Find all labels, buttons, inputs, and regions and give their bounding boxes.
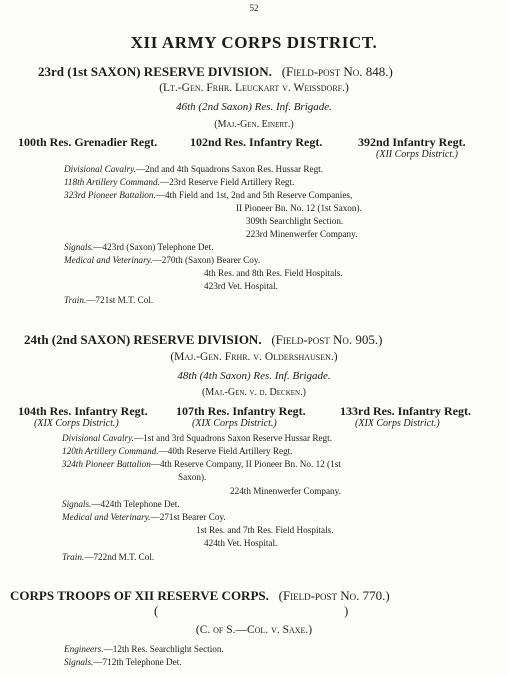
unit-line: Engineers.—12th Res. Searchlight Section. (64, 644, 224, 654)
regiment-note: (XII Corps District.) (376, 149, 458, 160)
corps-troops-title: CORPS TROOPS OF XII RESERVE CORPS. (10, 588, 269, 603)
unit-line: Divisional Cavalry.—2nd and 4th Squadrons Saxon Res. Hussar Regt. (64, 164, 324, 174)
unit-line: 309th Searchlight Section. (246, 216, 344, 226)
regiment: 104th Res. Infantry Regt. (18, 404, 148, 418)
unit-line: Signals.—423rd (Saxon) Telephone Det. (64, 242, 214, 252)
unit-line: Medical and Veterinary.—270th (Saxon) Bearer Coy. (64, 255, 261, 265)
unit-line: 324th Pioneer Battalion—4th Reserve Company, II Pioneer Bn. No. 12 (1st (62, 459, 341, 469)
field-post: (Field-post No. 770.) (278, 588, 390, 603)
field-post: (Field-post No. 905.) (271, 332, 383, 347)
regiment-note: (XIX Corps District.) (192, 418, 277, 429)
brigade-name: 46th (2nd Saxon) Res. Inf. Brigade. (176, 101, 332, 113)
unit-line: 423rd Vet. Hospital. (204, 281, 278, 291)
regiment: 107th Res. Infantry Regt. (176, 404, 306, 418)
unit-line: 118th Artillery Command.—23rd Reserve Field Artillery Regt. (64, 177, 295, 187)
unit-line: Medical and Veterinary.—271st Bearer Coy. (62, 512, 226, 522)
open-paren: ( (154, 603, 159, 618)
division-title: 24th (2nd SAXON) RESERVE DIVISION. (24, 332, 262, 347)
unit-line: 424th Vet. Hospital. (204, 538, 278, 548)
unit-line: Signals.—424th Telephone Det. (62, 499, 180, 509)
unit-line: Saxon). (178, 472, 207, 482)
corps-commander: (C. of S.—Col. v. Saxe.) (195, 624, 313, 636)
regiment: 392nd Infantry Regt. (358, 135, 466, 149)
regiment-note: (XIX Corps District.) (34, 418, 119, 429)
brigade-commander: (Maj.-Gen. Einert.) (214, 119, 294, 130)
division-heading (24, 332, 382, 348)
close-paren: ) (344, 603, 349, 618)
division-commander: (Maj.-Gen. Frhr. v. Oldershausen.) (170, 351, 338, 363)
regiment: 100th Res. Grenadier Regt. (18, 135, 158, 149)
unit-line: 223rd Minenwerfer Company. (246, 229, 358, 239)
regiment-note: (XIX Corps District.) (355, 418, 440, 429)
unit-line: 224th Minenwerfer Company. (230, 486, 341, 496)
unit-line: 4th Res. and 8th Res. Field Hospitals. (204, 268, 343, 278)
division-heading (38, 64, 393, 80)
unit-line: Signals.—712th Telephone Det. (64, 657, 182, 667)
division-commander: (Lt.-Gen. Frhr. Leuckart v. Weissdorf.) (159, 82, 349, 94)
corps-troops-heading (10, 588, 390, 604)
division-title: 23rd (1st SAXON) RESERVE DIVISION. (38, 64, 272, 79)
unit-line: II Pioneer Bn. No. 12 (1st Saxon). (236, 203, 362, 213)
regiment: 102nd Res. Infantry Regt. (190, 135, 323, 149)
unit-line: Train.—721st M.T. Col. (64, 295, 154, 305)
unit-line: 1st Res. and 7th Res. Field Hospitals. (196, 525, 334, 535)
unit-line: Train.—722nd M.T. Col. (62, 552, 155, 562)
regiment: 133rd Res. Infantry Regt. (340, 404, 471, 418)
brigade-commander: (Maj.-Gen. v. d. Decken.) (202, 387, 306, 398)
page-number: 52 (249, 3, 259, 13)
unit-line: Divisional Cavalry.—1st and 3rd Squadrons Saxon Reserve Hussar Regt. (62, 433, 332, 443)
unit-line: 323rd Pioneer Battalion.—4th Field and 1st, 2nd and 5th Reserve Companies, (64, 190, 353, 200)
unit-line: 120th Artillery Command.—40th Reserve Field Artillery Regt. (62, 446, 293, 456)
field-post: (Field-post No. 848.) (281, 64, 393, 79)
page-title: XII ARMY CORPS DISTRICT. (130, 33, 378, 52)
brigade-name: 48th (4th Saxon) Res. Inf. Brigade. (177, 370, 331, 382)
